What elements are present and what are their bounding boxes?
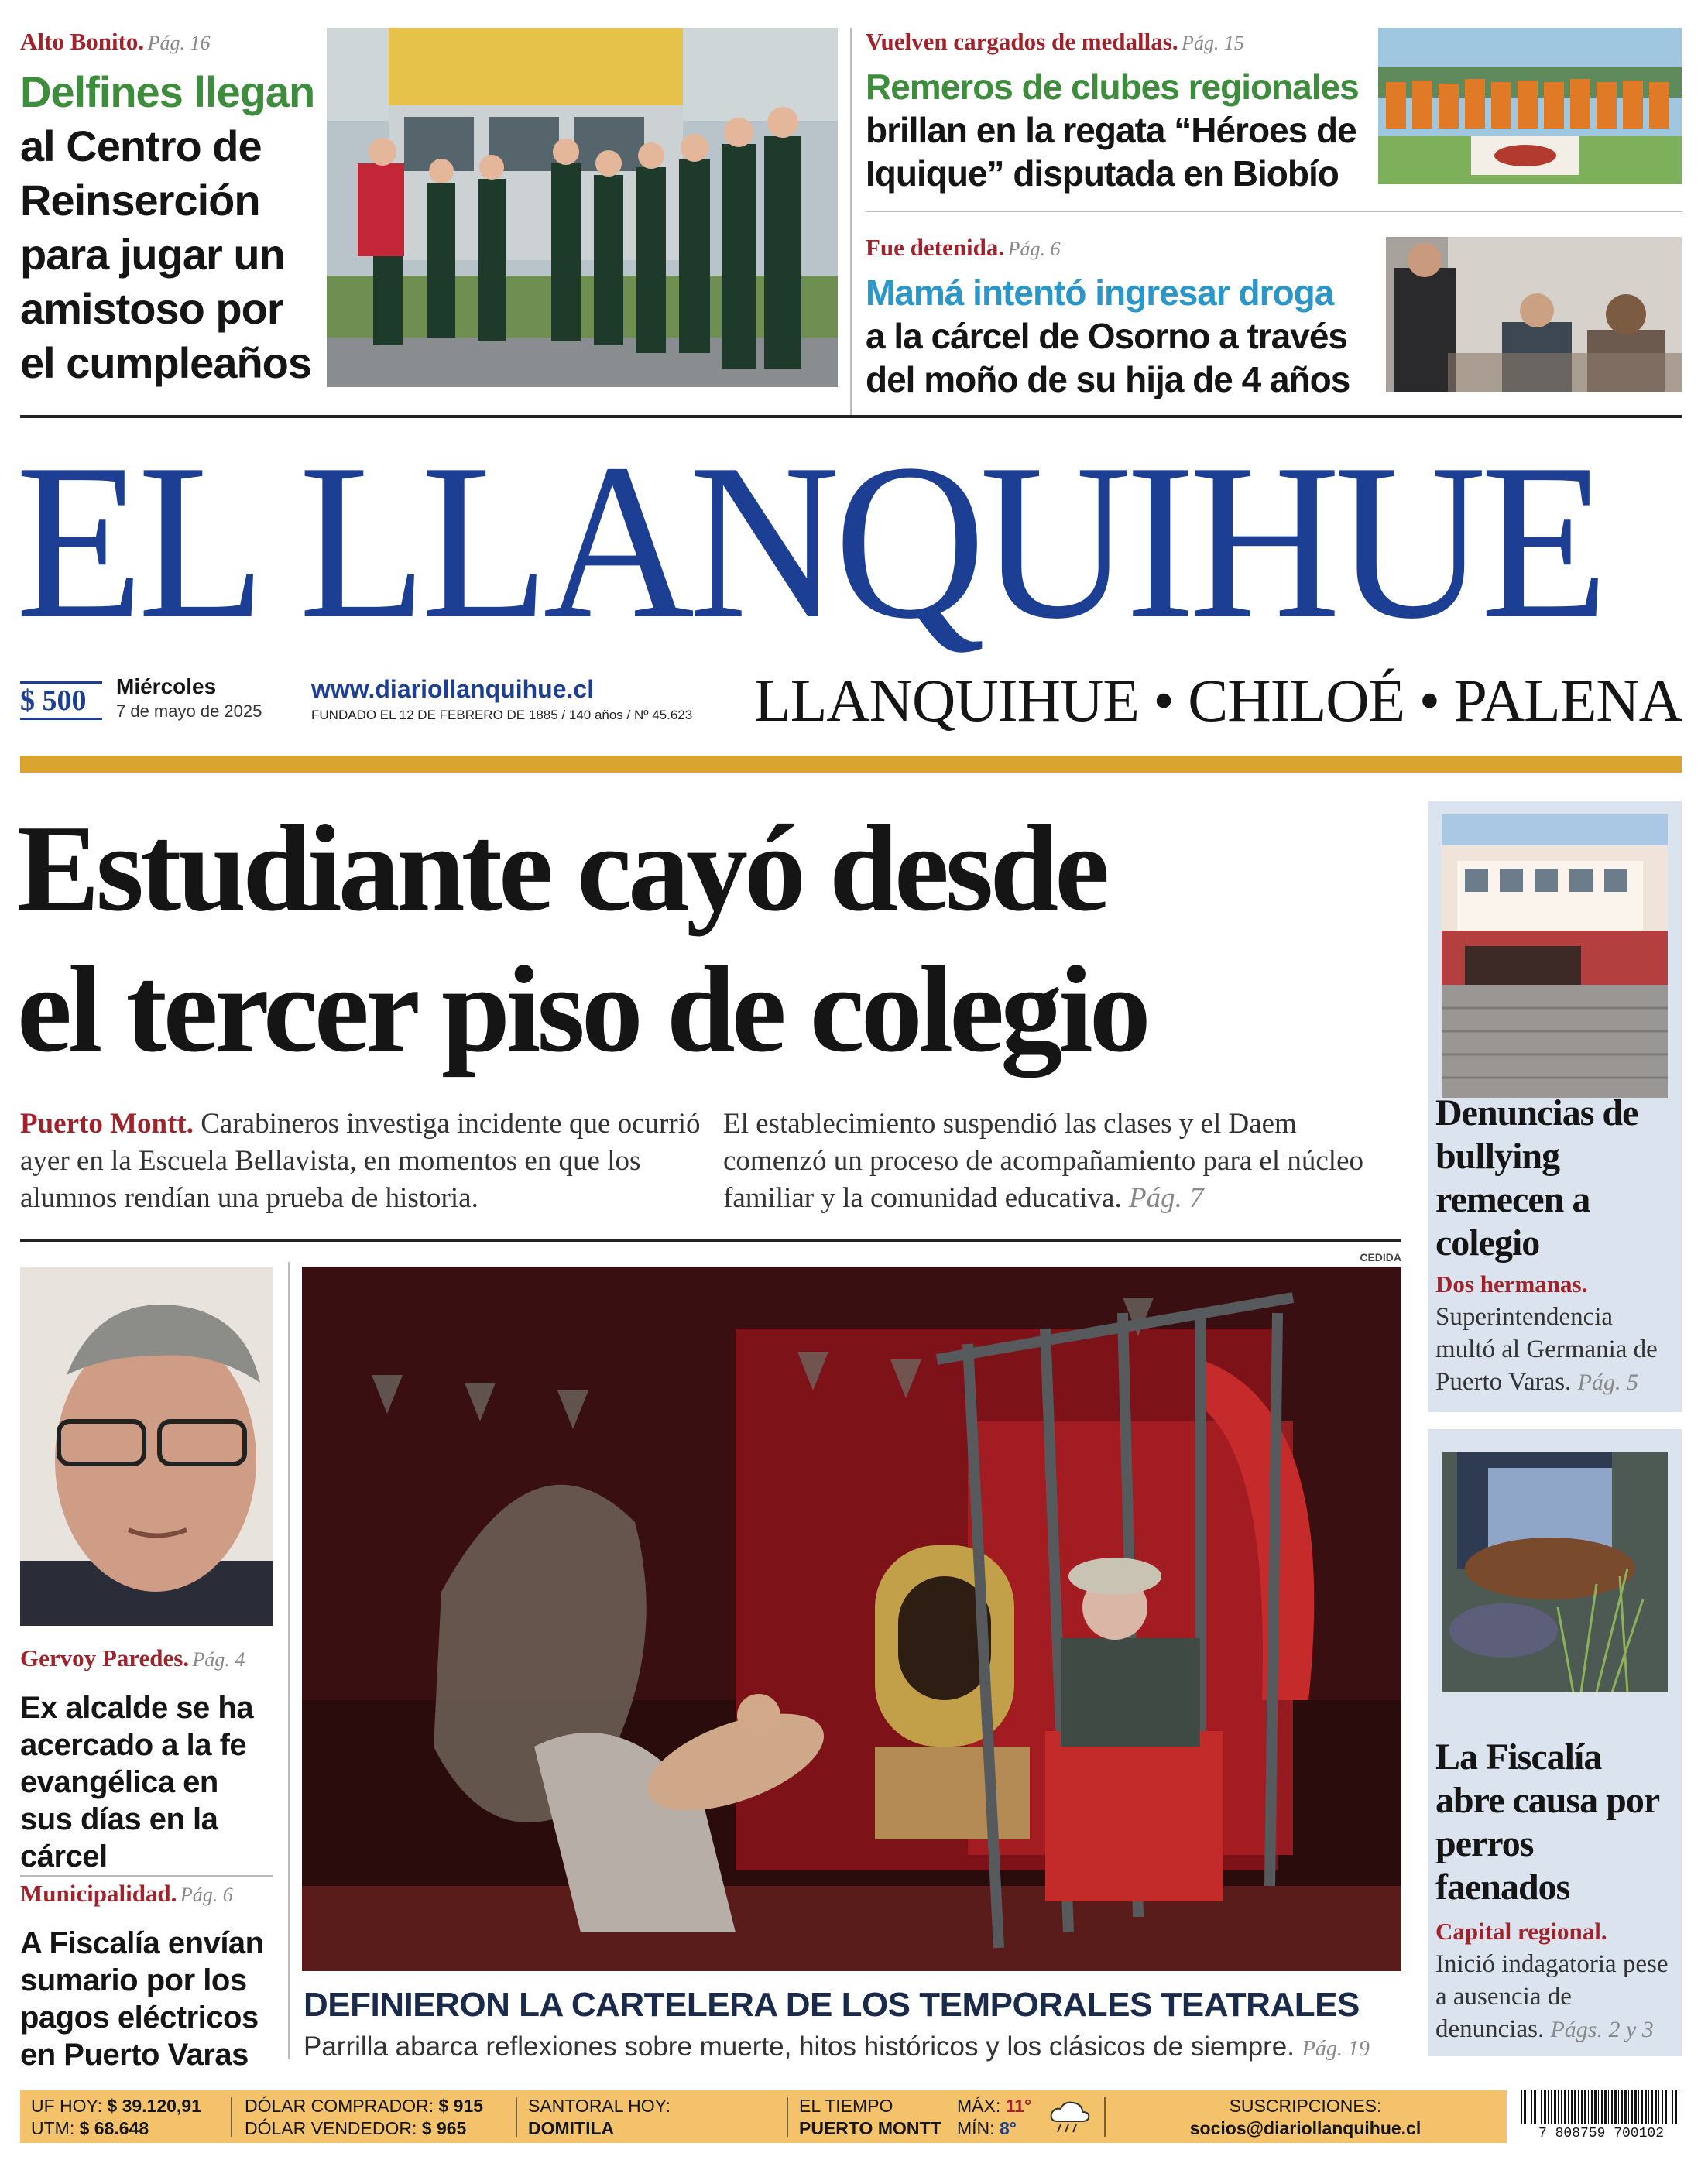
photo-school-building [1442, 814, 1668, 1098]
page-ref: Pág. 6 [1007, 238, 1061, 260]
footer-indicators [31, 2095, 232, 2140]
main-headline [17, 797, 1411, 1079]
barcode-number: 7 808759 700102 [1538, 2126, 1665, 2141]
page-ref: Pág. 4 [192, 1648, 245, 1671]
max-value: 11° [1005, 2096, 1032, 2116]
date: 7 de mayo de 2025 [116, 701, 262, 721]
utm-label: UTM: [31, 2118, 75, 2138]
price: $ 500 [20, 684, 87, 717]
teaser-alto-bonito[interactable] [20, 28, 322, 390]
main-text-left [20, 1106, 701, 1217]
main-deck-left: Carabineros investiga incidente que ocurrió ayer en la Escuela Bellavista, en momentos en que los alumnos rendían una prueba de historia. [20, 1108, 701, 1214]
divider-vertical-top [850, 28, 852, 415]
teaser-headline-lead: Mamá intentó ingresar droga [866, 273, 1334, 313]
story-gervoy[interactable] [20, 1644, 276, 1875]
dolar-vendedor-label: DÓLAR VENDEDOR: [245, 2118, 417, 2138]
dolar-comprador-value: $ 915 [438, 2096, 484, 2116]
theater-headline: DEFINIERON LA CARTELERA DE LOS TEMPORALES TEATRALES [304, 1986, 1360, 2024]
footer-dollar [245, 2095, 516, 2140]
rule-gold [20, 756, 1682, 773]
founded-line: FUNDADO EL 12 DE FEBRERO DE 1885 / 140 años / Nº 45.623 [311, 708, 693, 722]
footer-sep [231, 2097, 232, 2137]
sidebar-2-headline: La Fiscalía abre causa por perros faenados [1435, 1737, 1659, 1908]
min-label: MÍN: [957, 2118, 995, 2138]
page-ref: Pág. 16 [147, 32, 211, 54]
teaser-headline: brillan en la regata “Héroes de Iquique” disputada en Biobío [866, 110, 1356, 194]
teaser-kicker: Vuelven cargados de medallas. [866, 28, 1178, 55]
teaser-remeros[interactable] [866, 28, 1377, 195]
footer-sep [1104, 2097, 1106, 2137]
footer-santoral [528, 2095, 776, 2140]
rule-under-main [20, 1239, 1401, 1242]
photo-theater-stage [302, 1267, 1401, 1971]
teaser-headline: al Centro de Reinserción para jugar un amistoso por el cumpleaños [20, 122, 312, 387]
issue-date [116, 674, 310, 723]
sidebar-2-body [1435, 1915, 1677, 2046]
subs-email-link[interactable]: socios@diariollanquihue.cl [1189, 2118, 1422, 2138]
footer-sep [516, 2097, 517, 2137]
photo-dog-evidence [1442, 1452, 1668, 1692]
utm-value: $ 68.648 [79, 2118, 149, 2138]
page-ref: Pág. 7 [1128, 1182, 1204, 1214]
story-kicker: Municipalidad. [20, 1880, 177, 1907]
uf-label: UF HOY: [31, 2096, 103, 2116]
barcode [1521, 2090, 1682, 2145]
teaser-headline-lead: Delfines llegan [20, 67, 315, 116]
regions: LLANQUIHUE • CHILOÉ • PALENA [754, 667, 1682, 734]
weather-city: PUERTO MONTT [799, 2118, 941, 2138]
photo-credit: CEDIDA [1360, 1251, 1401, 1263]
masthead-title: EL LLANQUIHUE [15, 418, 1603, 665]
teaser-mama-droga[interactable] [866, 234, 1377, 401]
sidebar-panel-1[interactable] [1428, 801, 1682, 1412]
photo-rowers [1378, 28, 1682, 184]
dolar-vendedor-value: $ 965 [421, 2118, 467, 2138]
photo-gervoy-paredes [20, 1267, 273, 1626]
dolar-comprador-label: DÓLAR COMPRADOR: [245, 2096, 434, 2116]
sidebar-2-kicker: Capital regional. [1435, 1918, 1607, 1945]
footer-subscriptions [1112, 2095, 1499, 2140]
teaser-headline-lead: Remeros de clubes regionales [866, 67, 1359, 107]
photo-footballers [327, 28, 838, 387]
divider-top-right [866, 211, 1682, 212]
santoral-label: SANTORAL HOY: [528, 2096, 671, 2116]
weekday: Miércoles [116, 674, 217, 698]
theater-deck [304, 2030, 1411, 2066]
story-municipalidad[interactable] [20, 1880, 276, 2073]
photo-courtroom [1386, 237, 1682, 392]
barcode-bars [1521, 2090, 1682, 2124]
footer-sep [787, 2097, 788, 2137]
subs-label: SUSCRIPCIONES: [1229, 2096, 1382, 2116]
divider-left-col [20, 1875, 273, 1877]
rain-cloud-icon [1048, 2098, 1092, 2135]
min-value: 8° [999, 2118, 1017, 2138]
price-box [20, 681, 102, 720]
page-ref: Pág. 6 [180, 1884, 233, 1906]
theater-subtitle: Parrilla abarca reflexiones sobre muerte, hitos históricos y los clásicos de siempre. [304, 2031, 1295, 2062]
story-kicker: Gervoy Paredes. [20, 1644, 190, 1671]
divider-vertical-left [288, 1262, 290, 2059]
sidebar-panel-2[interactable] [1428, 1429, 1682, 2056]
main-headline-line1: Estudiante cayó desde [17, 799, 1106, 937]
footer-bar [20, 2090, 1507, 2143]
page-ref: Pág. 19 [1302, 2037, 1370, 2061]
sidebar-2-text: Inició indagatoria pese a ausencia de denuncias. [1435, 1950, 1669, 2043]
footer-temps [957, 2095, 1042, 2140]
main-text-right [723, 1106, 1389, 1217]
teaser-headline: a la cárcel de Osorno a través del moño de su hija de 4 años [866, 316, 1350, 399]
main-headline-line2: el tercer piso de colegio [17, 940, 1147, 1078]
weather-label: EL TIEMPO [799, 2096, 893, 2116]
main-location: Puerto Montt. [20, 1108, 194, 1140]
story-headline: Ex alcalde se ha acercado a la fe evangélica en sus días en la cárcel [20, 1691, 254, 1874]
page-ref: Págs. 2 y 3 [1550, 2017, 1654, 2042]
page-ref: Pág. 5 [1577, 1370, 1638, 1395]
teaser-kicker: Fue detenida. [866, 234, 1005, 261]
sidebar-1-text: Superintendencia multó al Germania de Puerto Varas. [1435, 1303, 1658, 1396]
teaser-kicker: Alto Bonito. [20, 28, 145, 55]
uf-value: $ 39.120,91 [107, 2096, 201, 2116]
sidebar-1-headline: Denuncias de bullying remecen a colegio [1435, 1092, 1638, 1263]
sidebar-1-body [1435, 1268, 1677, 1399]
main-deck-right: El establecimiento suspendió las clases y el Daem comenzó un proceso de acompañamiento para el núcleo familiar y la comunidad educativa. [723, 1108, 1364, 1214]
sidebar-1-kicker: Dos hermanas. [1435, 1270, 1588, 1298]
page-ref: Pág. 15 [1182, 32, 1244, 54]
story-headline: A Fiscalía envían sumario por los pagos eléctricos en Puerto Varas [20, 1926, 264, 2072]
website-link[interactable]: www.diariollanquihue.cl [311, 675, 595, 703]
santoral-value: DOMITILA [528, 2118, 615, 2138]
max-label: MÁX: [957, 2096, 1001, 2116]
